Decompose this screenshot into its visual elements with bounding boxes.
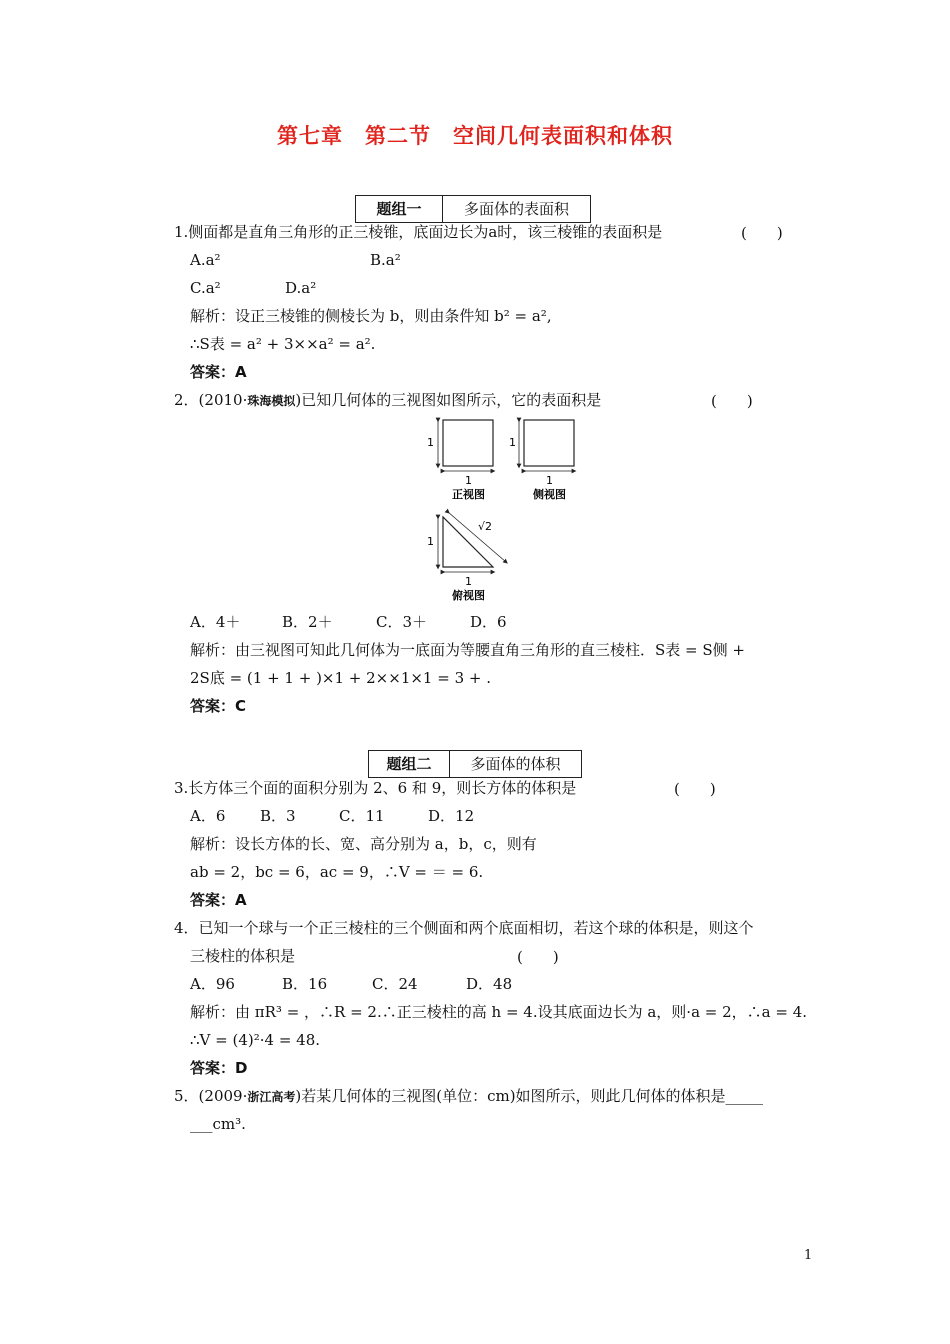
q3-bracket: ( ) [674,780,716,798]
q4-stem-1: 4．已知一个球与一个正三棱柱的三个侧面和两个底面相切，若这个球的体积是，则这个 [174,919,754,937]
q2-analysis-2: 2S底 = (1 + 1 + )×1 + 2××1×1 = 3 + . [190,669,491,687]
q3-option-b: B．3 [260,807,296,825]
side-view-height: 1 [509,436,516,449]
group-2-label: 题组二 [369,751,450,777]
q1-analysis-2: ∴S表 = a² + 3××a² = a². [190,335,376,353]
front-view-width: 1 [465,474,472,487]
q4-answer: 答案：D [190,1059,248,1077]
q2-stem-pre: 2．(2010· [174,391,248,409]
q2-three-views-figure [418,414,598,604]
q4-option-d: D．48 [466,975,513,993]
q1-option-b: B.a² [370,251,401,269]
q1-bracket: ( ) [741,224,783,242]
q1-analysis-1: 解析：设正三棱锥的侧棱长为 b，则由条件知 b² = a², [190,307,552,325]
top-view-hypotenuse: √2 [478,520,493,533]
group-1-name: 多面体的表面积 [463,200,569,218]
q2-option-c: C．3＋ [376,613,428,631]
q4-option-a: A．96 [190,975,235,993]
q5-stem-post: )若某几何体的三视图(单位：cm)如图所示，则此几何体的体积是_____ [295,1087,764,1105]
q1-option-c: C.a² [190,279,221,297]
q4-bracket: ( ) [517,948,559,966]
q4-stem-2: 三棱柱的体积是 [190,947,296,965]
q4-option-c: C．24 [372,975,418,993]
group-1-label: 题组一 [356,196,443,222]
group-2-header [368,750,582,778]
q3-option-a: A．6 [190,807,226,825]
q4-analysis-1: 解析：由 πR³ = ，∴R = 2.∴正三棱柱的高 h = 4.设其底面边长为 a，则·a = 2，∴a = 4. [190,1003,808,1021]
front-view-square [443,420,493,466]
q5-stem-2: ___cm³. [190,1115,246,1133]
q2-source: 珠海模拟 [247,394,296,408]
top-view-height: 1 [427,535,434,548]
side-view-label: 侧视图 [533,488,566,501]
q5-stem-pre: 5．(2009· [174,1087,248,1105]
page-title: 第七章 第二节 空间几何表面积和体积 [277,124,673,148]
q2-analysis-1: 解析：由三视图可知此几何体为一底面为等腰直角三角形的直三棱柱．S表 = S侧 + [190,641,745,659]
q3-option-c: C．11 [339,807,385,825]
front-view-label: 正视图 [452,488,485,501]
q3-analysis-2: ab = 2，bc = 6，ac = 9，∴V = ＝ = 6. [190,863,484,881]
side-view-width: 1 [546,474,553,487]
q1-stem: 1.侧面都是直角三角形的正三棱锥，底面边长为a时，该三棱锥的表面积是 [174,223,663,241]
q2-bracket: ( ) [711,392,753,410]
q2-stem-post: )已知几何体的三视图如图所示，它的表面积是 [295,391,602,409]
q3-analysis-1: 解析：设长方体的长、宽、高分别为 a，b，c，则有 [190,835,537,853]
front-view-height: 1 [427,436,434,449]
q2-answer: 答案：C [190,697,247,715]
q5-stem [174,1086,763,1107]
q4-analysis-2: ∴V = (4)²·4 = 48. [190,1031,321,1049]
q3-stem: 3.长方体三个面的面积分别为 2、6 和 9，则长方体的体积是 [174,779,577,797]
q1-option-a: A.a² [190,251,221,269]
q1-answer: 答案：A [190,363,247,381]
q5-source: 浙江高考 [247,1090,296,1104]
q3-option-d: D．12 [428,807,475,825]
q2-option-a: A．4＋ [190,613,241,631]
q3-answer: 答案：A [190,891,247,909]
top-view-width: 1 [465,575,472,588]
group-2-name: 多面体的体积 [470,755,561,773]
q2-stem [174,390,601,411]
q1-option-d: D.a² [285,279,317,297]
page-number: 1 [804,1248,813,1263]
q4-option-b: B．16 [282,975,328,993]
q2-option-b: B．2＋ [282,613,333,631]
group-1-header [355,195,591,223]
top-view-label: 俯视图 [452,589,485,602]
side-view-square [524,420,574,466]
q2-option-d: D．6 [470,613,507,631]
